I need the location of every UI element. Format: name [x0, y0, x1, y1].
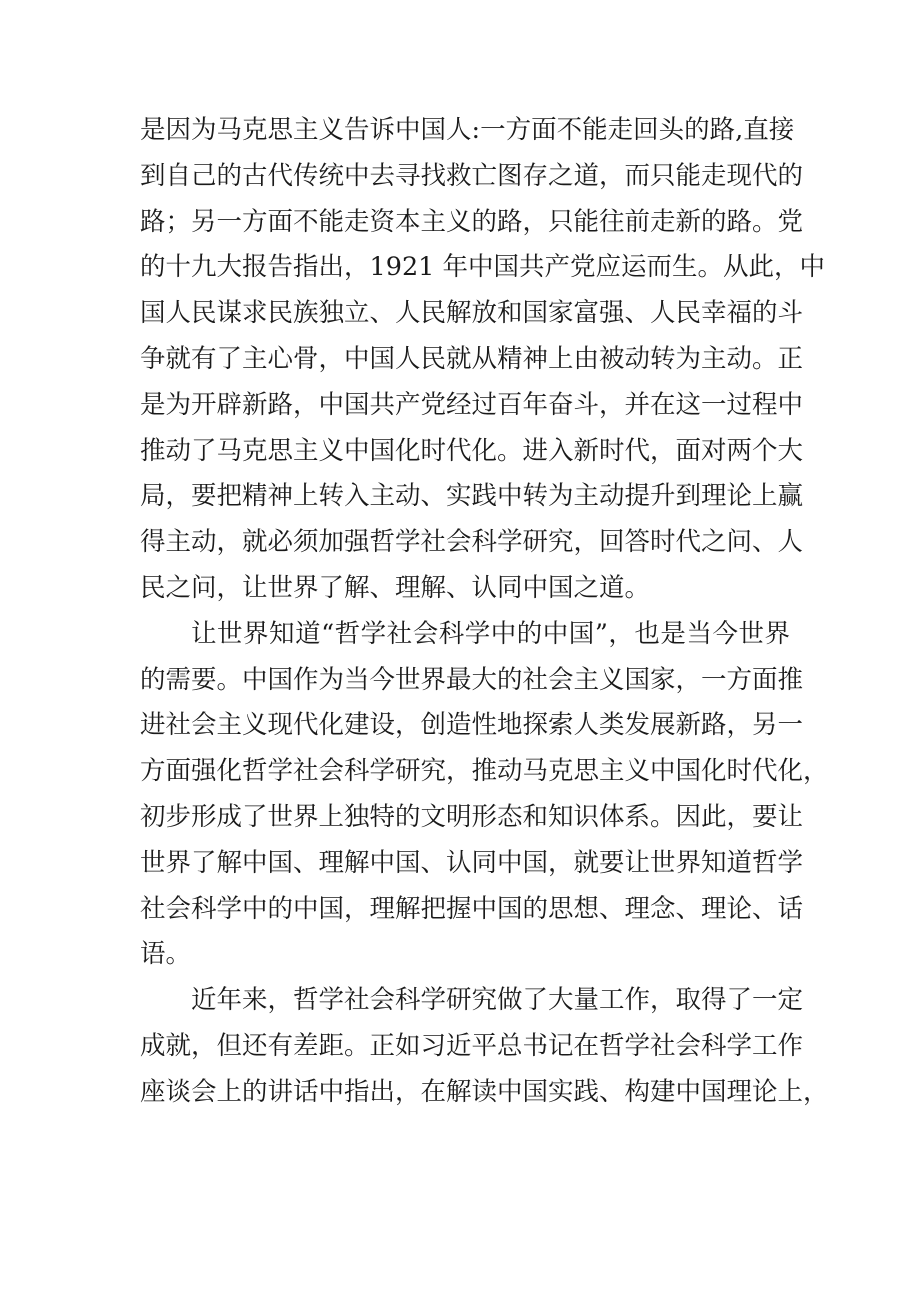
text-line: 得主动，就必须加强哲学社会科学研究，回答时代之问、人 — [140, 527, 804, 558]
text-line: 是因为马克思主义告诉中国人:一方面不能走回头的路,直接 — [140, 115, 795, 145]
text-line: 让世界知道“哲学社会科学中的中国”，也是当今世界 — [191, 618, 790, 649]
text-line: 进社会主义现代化建设，创造性地探索人类发展新路，另一 — [140, 710, 804, 741]
text-line: 民之问，让世界了解、理解、认同中国之道。 — [140, 572, 651, 603]
text-line: 是为开辟新路，中国共产党经过百年奋斗，并在这一过程中 — [140, 389, 804, 420]
text-line: 国人民谋求民族独立、人民解放和国家富强、人民幸福的斗 — [140, 298, 804, 329]
text-line: 语。 — [140, 939, 192, 970]
text-line: 社会科学中的中国，理解把握中国的思想、理念、理论、话 — [140, 893, 804, 924]
paragraph-2 — [140, 612, 829, 978]
text-line: 局，要把精神上转入主动、实践中转为主动提升到理论上赢 — [140, 481, 804, 512]
text-line: 座谈会上的讲话中指出，在解读中国实践、构建中国理论上， — [140, 1076, 829, 1107]
text-line: 到自己的古代传统中去寻找救亡图存之道，而只能走现代的 — [140, 160, 804, 191]
text-line: 初步形成了世界上独特的文明形态和知识体系。因此，要让 — [140, 801, 804, 832]
text-line: 成就，但还有差距。正如习近平总书记在哲学社会科学工作 — [140, 1030, 804, 1061]
text-line: 方面强化哲学社会科学研究，推动马克思主义中国化时代化， — [140, 756, 829, 787]
body-text — [140, 108, 829, 1116]
text-line: 推动了马克思主义中国化时代化。进入新时代，面对两个大 — [140, 435, 804, 466]
paragraph-1 — [140, 108, 826, 612]
text-line: 世界了解中国、理解中国、认同中国，就要让世界知道哲学 — [140, 847, 804, 878]
paragraph-3 — [140, 978, 829, 1115]
text-line: 争就有了主心骨，中国人民就从精神上由被动转为主动。正 — [140, 343, 804, 374]
text-line: 近年来，哲学社会科学研究做了大量工作，取得了一定 — [191, 985, 804, 1016]
text-line: 的十九大报告指出，1921 年中国共产党应运而生。从此，中 — [140, 252, 826, 283]
text-line: 的需要。中国作为当今世界最大的社会主义国家，一方面推 — [140, 664, 804, 695]
text-line: 路；另一方面不能走资本主义的路，只能往前走新的路。党 — [140, 206, 804, 237]
